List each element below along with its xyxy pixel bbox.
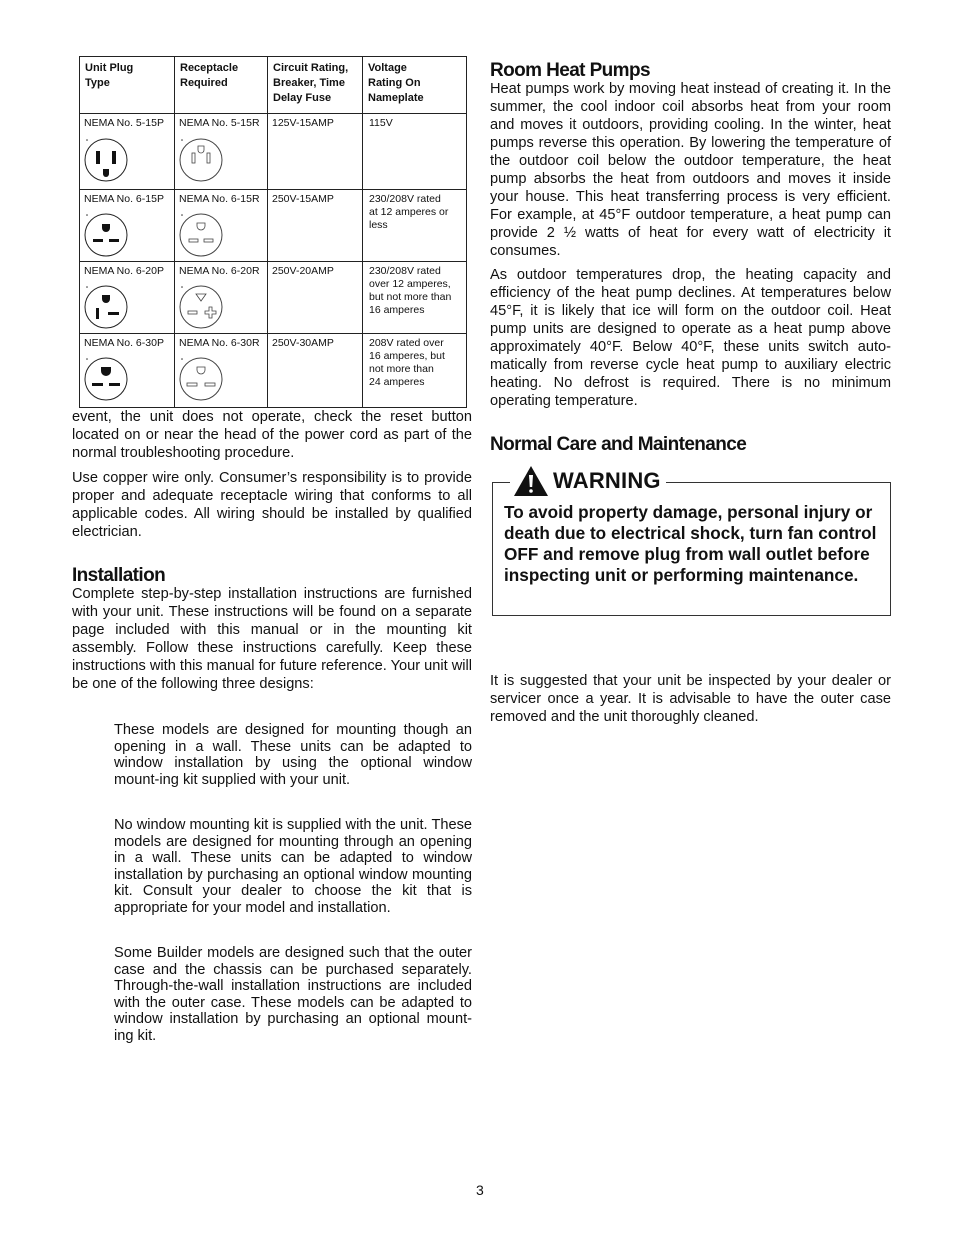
voltage-cell: 230/208V rated at 12 amperes or less bbox=[363, 190, 467, 262]
voltage-cell: 208V rated over 16 amperes, but not more than 24 amperes bbox=[363, 334, 467, 408]
table-row bbox=[80, 262, 467, 334]
installation-paragraph: Complete step-by-step installation instructions are furnished with your unit. These instructions will be found on a separate page included with this manual or in the mounting kit assembly. Follow these instructions carefully. Keep these instructions with this manual for future reference. Your unit will be one of the following three designs: bbox=[72, 586, 472, 692]
table-row bbox=[80, 114, 467, 190]
rating-cell: 250V-30AMP bbox=[268, 334, 363, 408]
receptacle-cell: NEMA No. 6-20R bbox=[175, 262, 268, 334]
plug-rating-table bbox=[79, 56, 467, 408]
plug-cell: NEMA No. 5-15P bbox=[80, 114, 175, 190]
receptacle-6-20r-icon bbox=[179, 284, 229, 330]
rating-cell: 250V-15AMP bbox=[268, 190, 363, 262]
receptacle-cell: NEMA No. 6-15R bbox=[175, 190, 268, 262]
rating-cell: 125V-15AMP bbox=[268, 114, 363, 190]
table-header-row bbox=[80, 57, 467, 114]
header-receptacle-required: Receptacle Required bbox=[175, 57, 268, 114]
voltage-cell: 115V bbox=[363, 114, 467, 190]
receptacle-5-15r-icon bbox=[179, 136, 229, 186]
copper-wire-paragraph: Use copper wire only. Consumer’s responsibility is to provide proper and adequate receptacle wiring that conforms to all applicable codes. All wiring should be installed by qualified electrician. bbox=[72, 470, 472, 540]
room-heat-pumps-heading: Room Heat Pumps bbox=[490, 60, 650, 81]
plug-6-30p-icon bbox=[84, 356, 134, 404]
voltage-cell: 230/208V rated over 12 amperes, but not more than 16 amperes bbox=[363, 262, 467, 334]
receptacle-6-15r-icon bbox=[179, 212, 229, 258]
plug-cell: NEMA No. 6-30P bbox=[80, 334, 175, 408]
warning-title bbox=[510, 465, 666, 497]
plug-cell: NEMA No. 6-15P bbox=[80, 190, 175, 262]
care-paragraph: It is suggested that your unit be inspected by your dealer or servicer once a year. It is advisable to have the outer case removed and the unit thoroughly cleaned. bbox=[490, 673, 891, 725]
design-2-paragraph: No window mounting kit is supplied with the unit. These models are designed for mounting through an opening in a wall. These units can be adapted to window installation by purchasing an optional window mounting kit. Consult your dealer to choose the kit that is appropriate for your model and installation. bbox=[114, 817, 472, 916]
plug-5-15p-icon bbox=[84, 136, 134, 186]
rating-cell: 250V-20AMP bbox=[268, 262, 363, 334]
warning-text: To avoid property damage, personal injury or death due to electrical shock, turn fan control OFF and remove plug from wall outlet before inspecting unit or performing maintenance. bbox=[504, 502, 877, 585]
design-3-paragraph: Some Builder models are designed such that the outer case and the chassis can be purchased separately. Through-the-wall installation instructions are included with the outer case. These models can be adapted to window installation by purchasing an optional mount-ing kit. bbox=[114, 945, 472, 1044]
reset-button-paragraph: event, the unit does not operate, check the reset button located on or near the head of the power cord as part of the normal troubleshooting procedure. bbox=[72, 409, 472, 461]
receptacle-cell: NEMA No. 6-30R bbox=[175, 334, 268, 408]
installation-heading: Installation bbox=[72, 565, 166, 586]
warning-label: WARNING bbox=[553, 468, 661, 493]
design-1-paragraph: These models are designed for mounting though an opening in a wall. These units can be adapted to window installation by using the optional window mount-ing kit supplied with your unit. bbox=[114, 722, 472, 788]
heat-pumps-paragraph-1: Heat pumps work by moving heat instead of creating it. In the summer, the cool indoor coil absorbs heat from your room and moves it outdoors, providing cooling. In the winter, heat pumps reverse this operation. By lowering the temperature of the outdoor coil below the outdoor temperature, the heat pump absorbs the heat from outdoors and moves it inside your house. This heat transferring process is very efficient. For example, at 45°F outdoor temperature, a heat pump can provide 2 ½ watts of heat for every watt of electricity it consumes. bbox=[490, 81, 891, 259]
receptacle-cell: NEMA No. 5-15R bbox=[175, 114, 268, 190]
header-circuit-rating: Circuit Rating, Breaker, Time Delay Fuse bbox=[268, 57, 363, 114]
receptacle-6-30r-icon bbox=[179, 356, 229, 404]
plug-cell: NEMA No. 6-20P bbox=[80, 262, 175, 334]
header-voltage-rating: Voltage Rating On Nameplate bbox=[363, 57, 467, 114]
normal-care-heading: Normal Care and Maintenance bbox=[490, 434, 747, 455]
table-row bbox=[80, 334, 467, 408]
plug-6-20p-icon bbox=[84, 284, 134, 330]
table-row bbox=[80, 190, 467, 262]
page-number: 3 bbox=[476, 1182, 484, 1198]
header-unit-plug-type: Unit Plug Type bbox=[80, 57, 175, 114]
plug-6-15p-icon bbox=[84, 212, 134, 258]
heat-pumps-paragraph-2: As outdoor temperatures drop, the heating capacity and efficiency of the heat pump declines. At temperatures below 45°F, it is likely that ice will form on the outdoor coil. Heat pump units are designed to operate as a heat pump above approximately 40°F. Below 40°F, these units switch auto-matically from reverse cycle heat pump to auxiliary electric heating. No defrost is required. There is no minimum operating temperature. bbox=[490, 267, 891, 409]
warning-triangle-icon bbox=[513, 465, 549, 497]
